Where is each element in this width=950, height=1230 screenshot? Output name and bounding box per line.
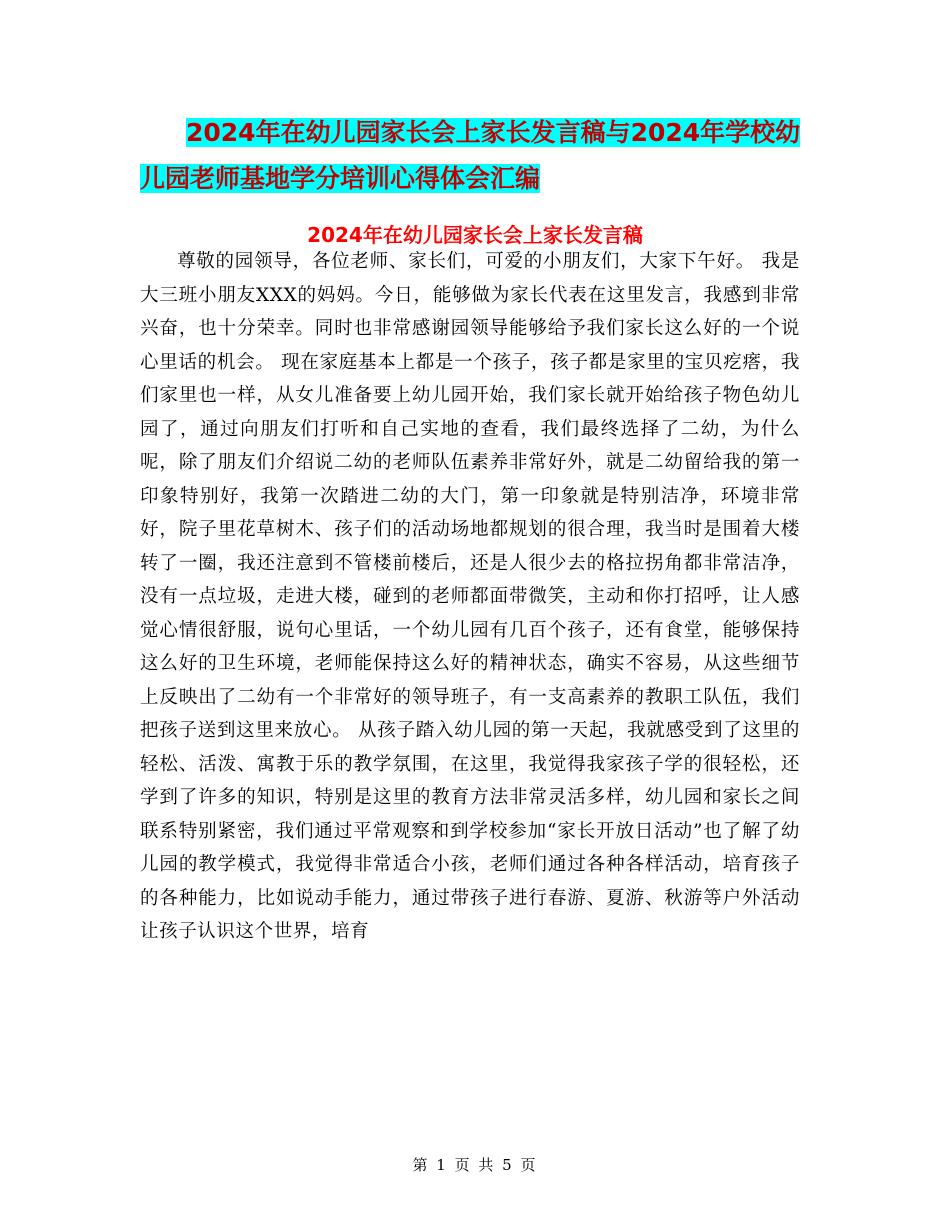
document-title xyxy=(140,110,840,202)
document-title-line-1-text: 2024年在幼儿园家长会上家长发言稿与2024年学校幼 xyxy=(186,118,801,147)
section-title: 2024年在幼儿园家长会上家长发言稿 xyxy=(307,223,643,247)
body-paragraph: 尊敬的园领导，各位老师、家长们，可爱的小朋友们，大家下午好。 我是大三班小朋友XXX的妈妈。今日，能够做为家长代表在这里发言，我感到非常兴奋，也十分荣幸。同时也非常感谢园领导能够给予我们家长这么好的一个说心里话的机会。 现在家庭基本上都是一个孩子，孩子都是家里的宝贝疙瘩，我们家里也一样，从女儿准备要上幼儿园开始，我们家长就开始给孩子物色幼儿园了，通过向朋友们打听和自己实地的查看，我们最终选择了二幼，为什么呢，除了朋友们介绍说二幼的老师队伍素养非常好外，就是二幼留给我的第一印象特别好，我第一次踏进二幼的大门，第一印象就是特别洁净，环境非常好，院子里花草树木、孩子们的活动场地都规划的很合理，我当时是围着大楼转了一圈，我还注意到不管楼前楼后，还是人很少去的格拉拐角都非常洁净，没有一点垃圾，走进大楼，碰到的老师都面带微笑，主动和你打招呼，让人感觉心情很舒服，说句心里话，一个幼儿园有几百个孩子，还有食堂，能够保持这么好的卫生环境，老师能保持这么好的精神状态，确实不容易，从这些细节上反映出了二幼有一个非常好的领导班子，有一支高素养的教职工队伍，我们把孩子送到这里来放心。 从孩子踏入幼儿园的第一天起，我就感受到了这里的轻松、活泼、寓教于乐的教学氛围，在这里，我觉得我家孩子学的很轻松，还学到了许多的知识，特别是这里的教育方法非常灵活多样，幼儿园和家长之间联系特别紧密，我们通过平常观察和到学校参加“家长开放日活动”也了解了幼儿园的教学模式，我觉得非常适合小孩，老师们通过各种各样活动，培育孩子的各种能力，比如说动手能力，通过带孩子进行春游、夏游、秋游等户外活动让孩子认识这个世界，培育 xyxy=(140,251,800,942)
document-title-line-2-text: 儿园老师基地学分培训心得体会汇编 xyxy=(140,164,541,193)
document-title-line-2 xyxy=(140,156,840,202)
page-footer: 第 1 页 共 5 页 xyxy=(412,1156,538,1174)
document-title-line-1 xyxy=(140,110,840,156)
